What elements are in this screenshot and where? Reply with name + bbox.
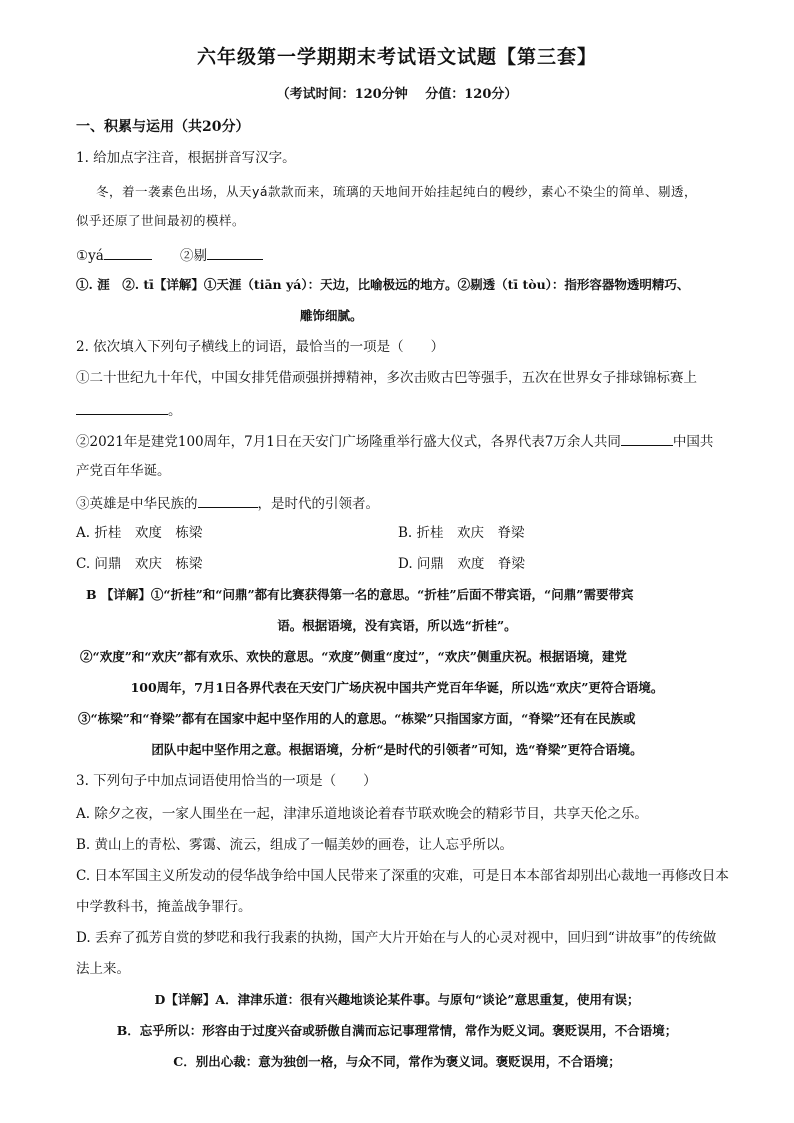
q2-sentence2-line2: 产党百年华诞。 [76,463,171,479]
q1-answer-line2: 雕饰细腻。 [300,308,363,323]
q1-passage-line2: 似乎还原了世间最初的模样。 [76,213,246,228]
q2-blank-3[interactable] [198,493,258,508]
q3-option-d-line1[interactable]: D. 丢弃了孤芳自赏的梦呓和我行我素的执拗，国产大片开始在与人的心灵对视中，回归到“讲故事”的传统做 [76,930,717,946]
q3-answer-line3: C．别出心裁：意为独创一格，与众不同，常作为褒义词。褒贬误用，不合语境； [173,1054,621,1069]
q2-sentence3 [76,493,379,513]
q3-option-a[interactable]: A. 除夕之夜，一家人围坐在一起，津津乐道地谈论着春节联欢晚会的精彩节目，共享天伦之乐。 [76,806,648,822]
q2-sentence2-line1 [76,431,713,451]
q1-blank-2 [180,245,263,265]
q2-answer-line1: B 【详解】①“折桂”和“问鼎”都有比赛获得第一名的意思。“折桂”后面不带宾语，“问鼎”需要带宾 [86,587,634,602]
q3-option-c-line1[interactable]: C. 日本军国主义所发动的侵华战争给中国人民带来了深重的灾难，可是日本本部省却别出心裁地一再修改日本 [76,868,729,884]
section-heading: 一、积累与运用（共20分） [76,119,250,135]
q2-blank-1[interactable] [76,400,168,415]
exam-info: （考试时间：120分钟 分值：120分） [276,87,518,102]
q2-sentence2-part1: ②2021年是建党100周年，7月1日在天安门广场隆重举行盛大仪式，各界代表7万余人共同 [76,434,621,450]
q1-blank-1 [76,245,152,265]
q2-sentence3-part2: ，是时代的引领者。 [257,496,379,512]
q1-blank-1-line[interactable] [104,245,152,260]
q3-option-b[interactable]: B. 黄山上的青松、雾霭、流云，组成了一幅美妙的画卷，让人忘乎所以。 [76,837,514,853]
q3-answer-line1: D【详解】A．津津乐道：很有兴趣地谈论某件事。与原句“谈论”意思重复，使用有误； [154,992,640,1007]
q1-passage-line1: 冬，着一袭素色出场，从天yá款款而来，琉璃的天地间开始挂起纯白的幔纱，素心不染尘的简单、剔透， [96,184,698,199]
q2-answer-line5: ③“栋梁”和“脊梁”都有在国家中起中坚作用的人的意思。“栋梁”只指国家方面，“脊梁”还有在民族或 [78,711,636,726]
q1-blank-1-label: ①yá [76,248,104,264]
q2-answer-line3: ②“欢度”和“欢庆”都有欢乐、欢快的意思。“欢度”侧重“度过”，“欢庆”侧重庆祝。根据语境，建党 [80,649,627,664]
q3-stem: 3. 下列句子中加点词语使用恰当的一项是（ ） [76,773,377,789]
q2-answer-line2: 语。根据语境，没有宾语，所以选“折桂”。 [277,618,517,633]
q3-option-c-line2: 中学教科书，掩盖战争罪行。 [76,899,252,915]
q3-option-d-line2: 法上来。 [76,961,130,977]
q1-answer-line1: ①. 涯 ②. tī【详解】①天涯（tiān yá）：天边，比喻极远的地方。②剔透（tī tòu）：指形容器物透明精巧、 [76,277,690,292]
q2-option-b[interactable]: B. 折桂 欢庆 脊梁 [398,525,525,541]
q2-option-d[interactable]: D. 问鼎 欢度 脊梁 [398,556,525,572]
q2-sentence1-line2 [76,400,182,420]
q3-answer-line2: B．忘乎所以：形容由于过度兴奋或骄傲自满而忘记事理常情，常作为贬义词。褒贬误用，不合语境； [116,1023,678,1038]
q2-blank-2[interactable] [621,431,673,446]
q2-answer-line6: 团队中起中坚作用之意。根据语境，分析“是时代的引领者”可知，选“脊梁”更符合语境。 [151,742,643,757]
q2-option-a[interactable]: A. 折桂 欢度 栋梁 [76,525,203,541]
q2-option-c[interactable]: C. 问鼎 欢庆 栋梁 [76,556,203,572]
q2-sentence1-end: 。 [168,403,182,419]
q1-blank-2-line[interactable] [207,245,263,260]
q2-sentence3-part1: ③英雄是中华民族的 [76,496,198,512]
q2-sentence2-part2: 中国共 [672,434,714,450]
q1-stem: 1. 给加点字注音，根据拼音写汉字。 [76,150,296,166]
page-title: 六年级第一学期期末考试语文试题【第三套】 [196,46,597,68]
q2-stem: 2. 依次填入下列句子横线上的词语，最恰当的一项是（ ） [76,339,445,355]
q1-blank-2-label: ②剔 [180,248,207,264]
q2-answer-line4: 100周年，7月1日各界代表在天安门广场庆祝中国共产党百年华诞，所以选“欢庆”更符合语境。 [130,680,664,695]
q2-sentence1-line1: ①二十世纪九十年代，中国女排凭借顽强拼搏精神，多次击败古巴等强手，五次在世界女子排球锦标赛上 [76,370,697,386]
